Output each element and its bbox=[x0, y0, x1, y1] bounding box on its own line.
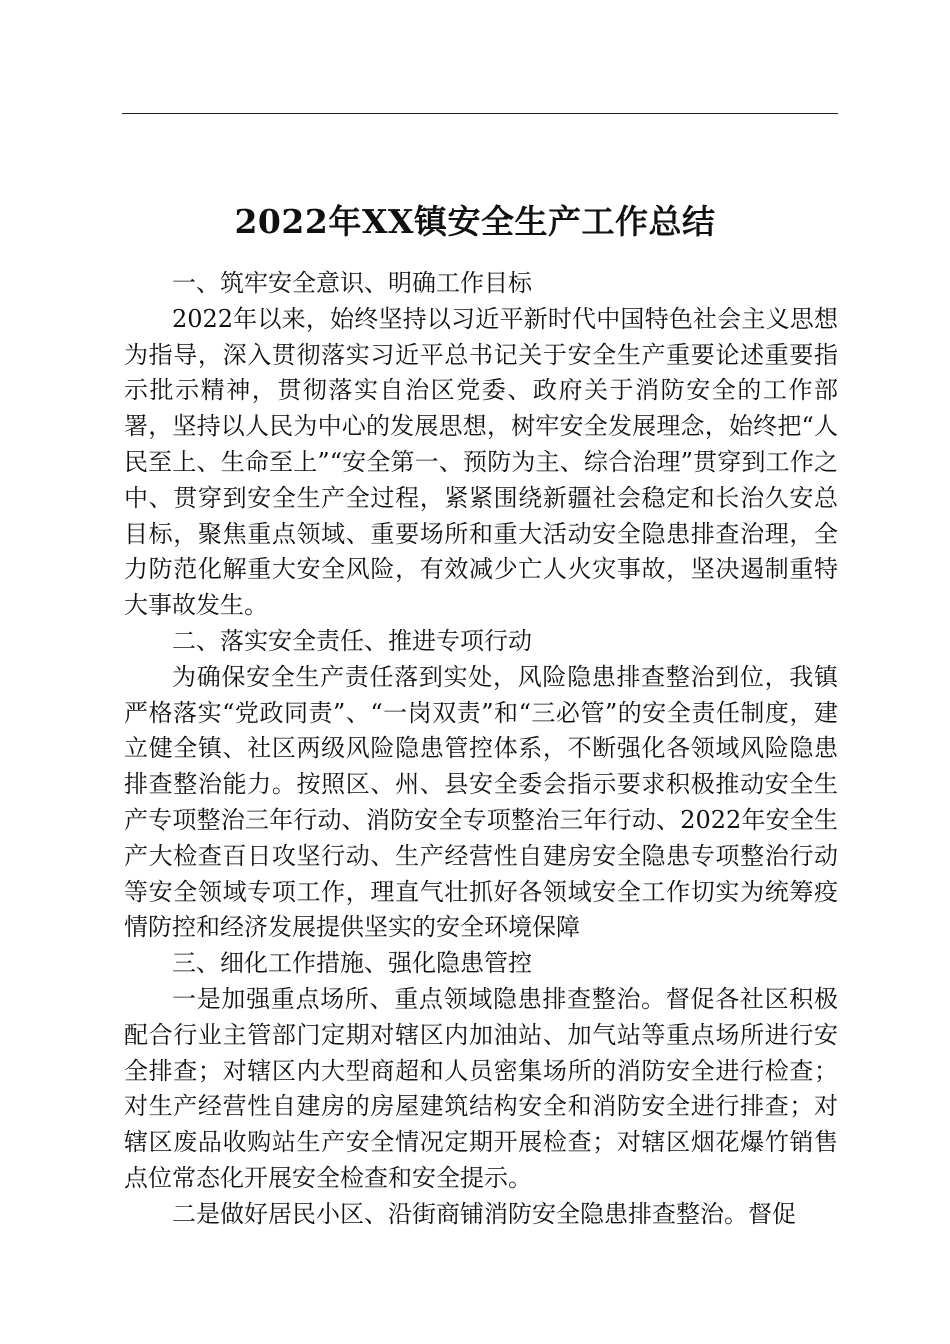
header-rule bbox=[122, 113, 838, 114]
section-heading-3: 三、细化工作措施、强化隐患管控 bbox=[172, 949, 532, 978]
paragraph-3: 一是加强重点场所、重点领域隐患排查整治。督促各社区积极配合行业主管部门定期对辖区内加油站、加气站等重点场所进行安全排查；对辖区内大型商超和人员密集场所的消防安全进行检查；对生产经营性自建房的房屋建筑结构安全和消防安全进行排查；对辖区废品收购站生产安全情况定期开展检查；对辖区烟花爆竹销售点位常态化开展安全检查和安全提示。 bbox=[124, 984, 838, 1192]
document-body bbox=[124, 266, 838, 1233]
paragraph-2: 为确保安全生产责任落到实处，风险隐患排查整治到位，我镇严格落实“党政同责”、“一岗双责”和“三必管”的安全责任制度，建立健全镇、社区两级风险隐患管控体系，不断强化各领域风险隐患排查整治能力。按照区、州、县安全委会指示要求积极推动安全生产专项整治三年行动、消防安全专项整治三年行动、2022年安全生产大检查百日攻坚行动、生产经营性自建房安全隐患专项整治行动等安全领域专项工作，理直气壮抓好各领域安全工作切实为统筹疫情防控和经济发展提供坚实的安全环境保障 bbox=[124, 662, 838, 942]
document-title: 2022年XX镇安全生产工作总结 bbox=[234, 202, 716, 242]
paragraph-4: 二是做好居民小区、沿街商铺消防安全隐患排查整治。督促 bbox=[172, 1199, 796, 1228]
section-heading-1: 一、筑牢安全意识、明确工作目标 bbox=[172, 269, 532, 297]
section-heading-2: 二、落实安全责任、推进专项行动 bbox=[172, 626, 532, 655]
paragraph-1: 2022年以来，始终坚持以习近平新时代中国特色社会主义思想为指导，深入贯彻落实习近平总书记关于安全生产重要论述重要指示批示精神，贯彻落实自治区党委、政府关于消防安全的工作部署，坚持以人民为中心的发展思想，树牢安全发展理念，始终把“人民至上、生命至上”“安全第一、预防为主、综合治理”贯穿到工作之中、贯穿到安全生产全过程，紧紧围绕新疆社会稳定和长治久安总目标，聚焦重点领域、重要场所和重大活动安全隐患排查治理，全力防范化解重大安全风险，有效减少亡人火灾事故，坚决遏制重特大事故发生。 bbox=[124, 304, 838, 620]
